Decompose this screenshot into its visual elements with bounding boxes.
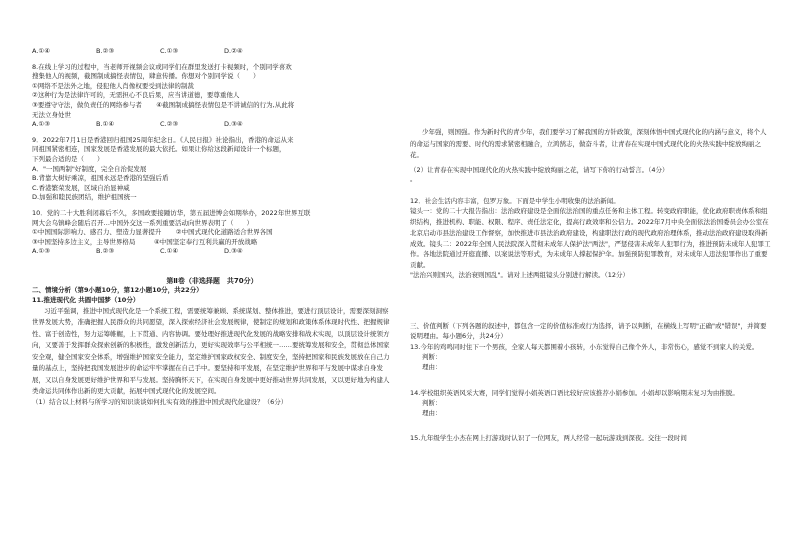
q10-options (32, 247, 392, 257)
q11-material: 习近平强调，推进中国式现代化是一个系统工程，需要统筹兼顾、系统谋划、整体推进，要进行顶层设计，需要深刻洞察世界发展大势，准确把握人民群众的共同愿望，深入探索经济社会发展规律，使制定的规划和政策体系体现时代性、把握规律性、富于创造性，努力运筹帷幄，上下贯通、内容协调。要处理好推进现代化发展的战略安排和战术实现，以顶层设计统领方向，又要善于发挥群众探索创新的积极性，激发创新活力，更好实现效率与公平相统一……要统筹发展和安全，贯彻总体国家安全观，健全国家安全体系，增强维护国家安全能力，坚定维护国家政权安全、制度安全，坚持把国家和民族发展放在自己力量的基点上，坚持把我国发展进步的命运牢牢掌握在自己手中。要坚持和平发展，在坚定维护世界和平与发展中谋求自身发展，又以自身发展更好维护世界和平与发展。坚持胸怀天下，在实现自身发展中更好推动世界共同发展，又以更好地为构建人类命运共同体作出新的更大贡献，拓展中国式现代化的发展空间。 (32, 306, 390, 396)
q10-line-1: 10．党的二十大胜利闭幕后不久，多国政要接踵访华，第五届进博会如期举办，2022年世界互联 (32, 208, 311, 217)
q9-line-1: 9．2022年7月1日是香港回归祖国25周年纪念日。《人民日报》社论指出，香港的命运从来 (32, 135, 294, 144)
q7-options (32, 47, 392, 57)
question-14 (410, 388, 772, 434)
q10-statement-4: ④中国坚定奉行互利共赢的开放战略 (153, 237, 258, 246)
q10-option-b: B.②③ (96, 247, 115, 256)
question-13 (410, 342, 772, 388)
q8-statement-2: ②这种行为是法律许可的，无需担心不良后果，应当讲道德，要尊重他人 (32, 91, 240, 100)
q8-statement-4: ④截图制成搞怪表情包是不讲诚信的行为,从此将 (156, 100, 295, 109)
q8-statement-3: ③要遵守守法，做负责任的网络参与者 (32, 100, 142, 109)
q14-reason-label: 理由： (422, 408, 442, 417)
q8-statement-5: 无法立身处世 (32, 110, 71, 119)
q8-option-d: D.③④ (224, 120, 243, 129)
right-column (410, 0, 772, 444)
q10-statement-1: ①中国国际影响力、感召力、塑造力显著提升 (32, 228, 162, 237)
q11-sub-question-1: （1）结合以上材料与所学习的知识谈谈如何扎实有效的推进中国式现代化建设？（6分） (32, 397, 288, 406)
q9-option-b: B.背靠大树好乘凉，祖国永远是香港的坚强后盾 (32, 174, 169, 183)
q10-statements-3-4 (32, 238, 392, 248)
part-2-title: 第Ⅱ卷（非选择题 共70分） (166, 276, 258, 285)
q7-option-d: D.②④ (224, 47, 243, 55)
q10-option-a: A.①③ (32, 247, 51, 256)
q8-statement-1: ①网络不是法外之地，侵犯他人肖像权要受到法律的制裁 (32, 81, 194, 90)
q11-sub-question-2: （2）让青春在实现中国现代化的火热实践中绽放绚丽之花，请写下你的行动誓言。（4分） (410, 165, 669, 174)
section-2-title: 二、情境分析（第9小题10分，第12小题10分，共22分） (32, 286, 203, 295)
q9-option-d: D.加强和睦民族团结，维护祖国统一 (32, 193, 137, 202)
q8-option-b: B.①④ (96, 120, 115, 129)
q7-option-a: A.①④ (32, 47, 51, 55)
q14-text: 14.学校组织英语风采大赛，同学们觉得小娟英语口语比较好应该推荐小娟参加。小娟却以影响期末复习为由推脱。 (410, 389, 739, 398)
q10-statement-3: ③中国坚持多边主义，主导世界格局 (32, 237, 136, 246)
q9-line-2: 同祖国紧密相连，国家发展是香港发展的最大依托。如果让你给这段新闻设计一个标题， (32, 145, 286, 154)
q14-judge-label: 判断： (422, 399, 442, 408)
q11-sub-question-2-end: 。 (410, 175, 417, 184)
q15-text: 15.九年级学生小杰在网上打游戏时认识了一位网友，两人经常一起玩游戏到深夜。交往一段时间 (410, 434, 687, 443)
q10-statement-2: ②中国式现代化道路适合世界各国 (175, 228, 273, 237)
q13-text: 13.今年的鸡鸣同时住下一个男孩，全家人每天都围着小孩转，小东觉得自己像个外人，非常伤心，感觉不到家人的关爱。 (410, 343, 759, 352)
q8-line-1: 8.在线上学习的过程中，当老师开视频会议或同学们在群里发送打卡视频时，个别同学喜欢 (32, 62, 292, 71)
q8-statements-3-4 (32, 101, 392, 111)
q8-options (32, 120, 392, 130)
q10-option-d: D.③④ (224, 247, 243, 256)
q7-option-c: C.①③ (160, 47, 179, 55)
q11-material-2: 少年强，则国强。作为新时代的青少年，我们要学习了解我国的方针政策，深刻体悟中国式现代化的内涵与意义，将个人的命运与国家的需要、时代的需求紧密相融合，立鸿鹄志，做奋斗者，让青春在实现中国式现代化的火热实践中绽放绚丽之花。 (410, 128, 767, 159)
question-8 (32, 63, 392, 130)
q9-line-3: 下列最合适的是（ ） (32, 154, 104, 163)
q10-option-c: C.①④ (160, 247, 179, 256)
section-3-title: 三、价值判断（下列各题的叙述中，都包含一定的价值标准或行为选择，请予以判断，在横线上写明"正确"或"错误"，并简要说明理由。每小题6分，共24分） (410, 321, 767, 341)
q9-option-a: A．"一国两制"好制度，完全自治促发展 (32, 164, 147, 173)
q8-option-c: C.②③ (160, 120, 179, 129)
q12-news: 镜头一：党的二十大报告指出：法治政府建设是全面依法治国的重点任务和主体工程。转变政府职能，优化政府职责体系和组织结构，推进机构、职能、权限、程序、责任法定化，提高行政效率和公信力。2022年7月中央全面依法治国委员会办公室在北京启动市县法治建设工作督察，加快推进市县法治政府建设，构建职法行政的现代政府治理体系，推动法治政府建设取得新成效。镜头二：2022年全国人民法院深入贯彻未成年人保护法"两法"，严惩侵害未成年人犯罪行为，推进预防未成年人犯罪工作。各地法院通过开庭直播、以案说法等形式，为未成年人撑起保护伞。加强预防犯罪教育，对未成年人违法犯罪作出了重要贡献。 (410, 207, 771, 270)
q12-quote: "法治兴则国兴，法治衰则国乱"。请对上述两组镜头分别进行解读。（12分） (410, 271, 630, 280)
q13-judge-label: 判断： (422, 353, 442, 362)
q10-statements-1-2 (32, 228, 392, 238)
q13-reason-label: 理由： (422, 362, 442, 371)
q12-title: 12．社会生活内容丰富，包罗万象。下面是中学生小明收集的法治新闻。 (410, 196, 620, 205)
left-column (32, 0, 392, 407)
q8-line-2: 搜集他人的视频，截图制成搞怪表情包，肆意传播。你想对个别同学说（ ） (32, 72, 260, 81)
q9-option-c: C.香港繁荣发展，区域自治显神威 (32, 183, 130, 192)
q8-option-a: A.①③ (32, 120, 51, 129)
question-9 (32, 136, 392, 203)
q11-title: 11.推进现代化 共圆中国梦（10分） (32, 296, 140, 305)
question-10 (32, 209, 392, 257)
q7-option-b: B.②③ (96, 47, 115, 55)
q10-line-2: 网大会乌镇峰会随后召开…中国外交这一系列重要活动向世界表明了（ ） (32, 218, 253, 227)
